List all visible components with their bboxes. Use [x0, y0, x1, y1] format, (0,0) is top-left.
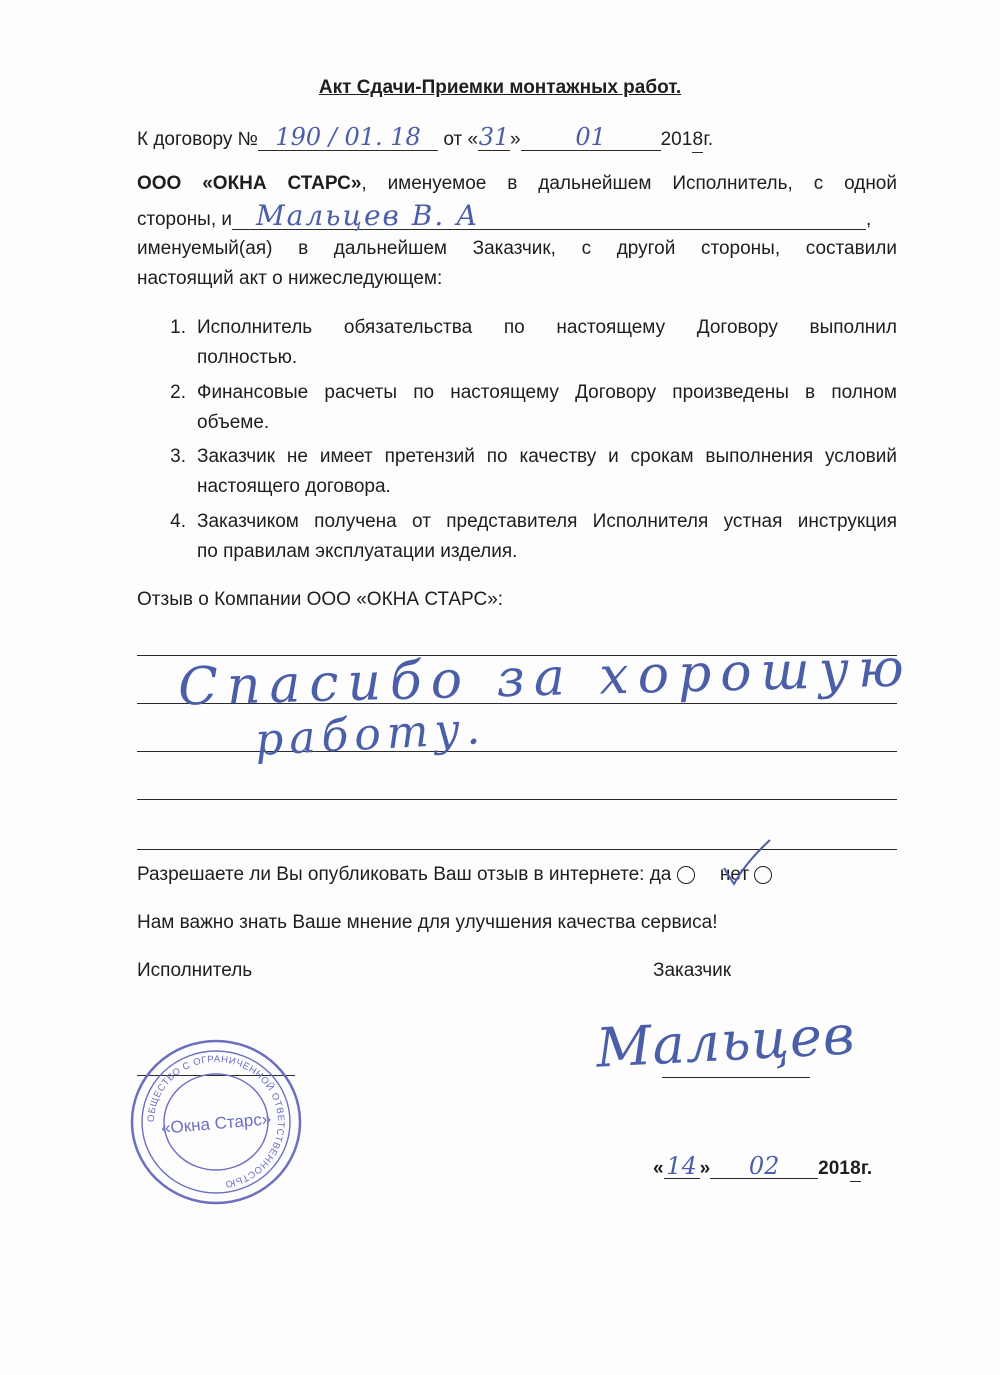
customer-name: Мальцев В. А	[232, 203, 866, 230]
company-stamp-icon	[128, 1037, 304, 1207]
item-2-line-2: объеме.	[197, 412, 270, 433]
item-2-number: 2.	[170, 382, 186, 403]
review-handwriting-line-2: работу.	[253, 702, 488, 767]
contract-from: от «	[443, 129, 479, 150]
contract-prefix: К договору №	[137, 129, 259, 150]
item-1-number: 1.	[170, 317, 186, 338]
signing-date	[653, 1154, 872, 1182]
item-1-line-2: полностью.	[197, 347, 298, 368]
date-day: 14	[664, 1154, 700, 1179]
intro-line-2	[137, 199, 897, 232]
publish-no-label: нет	[719, 864, 750, 885]
date-open-quote: «	[653, 1158, 664, 1179]
publish-yes-radio[interactable]	[677, 866, 695, 884]
contract-close-quote: »	[510, 129, 521, 150]
date-month: 02	[710, 1154, 818, 1179]
item-3-number: 3.	[170, 446, 186, 467]
document-title: Акт Сдачи-Приемки монтажных работ.	[318, 77, 682, 98]
intro-line-2-prefix: стороны, и	[137, 209, 233, 230]
contract-number: 190 / 01. 18	[258, 124, 438, 151]
item-3-line-2: настоящего договора.	[197, 476, 391, 497]
intro-line-1	[137, 173, 897, 196]
date-year-digit: 8	[850, 1158, 861, 1182]
contract-month: 01	[521, 124, 661, 151]
executor-label: Исполнитель	[137, 960, 253, 981]
item-1-line-1: Исполнитель обязательства по настоящему Договору выполнил	[197, 317, 897, 338]
review-handwriting-line-1: Спасибо за хорошую	[177, 638, 914, 718]
company-name: ООО «ОКНА СТАРС»	[137, 173, 362, 194]
review-rule-4	[137, 799, 897, 800]
contract-year-digit: 8	[692, 129, 703, 153]
date-close-quote: »	[699, 1158, 711, 1179]
contract-year-prefix: 201	[660, 129, 693, 150]
contract-day: 31	[478, 123, 510, 151]
intro-line-2-end: ,	[866, 209, 872, 230]
item-3-line-1: Заказчик не имеет претензий по качеству и срокам выполнения условий	[197, 446, 897, 467]
publish-line	[137, 864, 772, 887]
handwritten-checkmark-icon	[716, 838, 776, 890]
review-rule-3	[137, 751, 897, 752]
review-label: Отзыв о Компании ООО «ОКНА СТАРС»:	[137, 589, 504, 610]
stamp-ring-text: ОБЩЕСТВО С ОГРАНИЧЕННОЙ ОТВЕТСТВЕННОСТЬЮ	[145, 1053, 287, 1190]
intro-line-1-rest: , именуемое в дальнейшем Исполнитель, с одной	[361, 173, 897, 194]
intro-line-3: именуемый(ая) в дальнейшем Заказчик, с другой стороны, составили	[137, 238, 897, 259]
item-4-number: 4.	[170, 511, 186, 532]
date-year-prefix: 201	[818, 1158, 850, 1179]
contract-year-suffix: г.	[703, 129, 714, 150]
opinion-text: Нам важно знать Ваше мнение для улучшения качества сервиса!	[137, 912, 718, 933]
customer-signature-line	[662, 1077, 810, 1078]
stamp-center-text: «Окна Старс»	[160, 1109, 272, 1138]
review-rule-5	[137, 849, 897, 850]
item-4-line-2: по правилам эксплуатации изделия.	[197, 541, 518, 562]
date-year-suffix: г.	[860, 1158, 873, 1179]
item-2-line-1: Финансовые расчеты по настоящему Договору произведены в полном	[197, 382, 897, 403]
intro-line-4: настоящий акт о нижеследующем:	[137, 268, 443, 289]
customer-label: Заказчик	[653, 960, 732, 981]
publish-question: Разрешаете ли Вы опубликовать Ваш отзыв в интернете: да	[137, 864, 672, 885]
contract-line	[137, 124, 713, 153]
item-4-line-1: Заказчиком получена от представителя Исполнителя устная инструкция	[197, 511, 897, 532]
customer-signature: Мальцев	[594, 1003, 857, 1080]
